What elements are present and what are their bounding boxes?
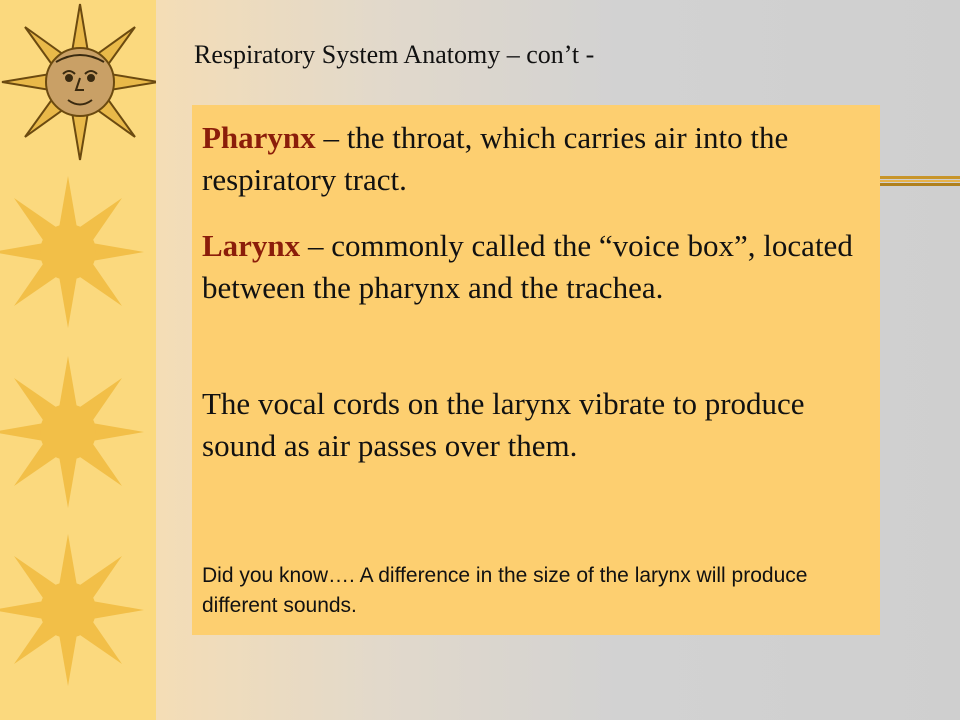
slide-title: Respiratory System Anatomy – con’t - <box>194 40 595 69</box>
did-you-know-note: Did you know…. A difference in the size of the larynx will produce different sounds. <box>202 564 808 617</box>
sun-icon <box>0 530 156 690</box>
sun-icon <box>0 172 156 332</box>
vocal-cords-paragraph <box>202 383 872 467</box>
larynx-paragraph <box>202 225 872 309</box>
pharynx-definition: – the throat, which carries air into the respiratory tract. <box>202 120 789 197</box>
decorative-rule-right <box>880 176 960 186</box>
sun-icon <box>0 352 156 512</box>
vocal-cords-text: The vocal cords on the larynx vibrate to produce sound as air passes over them. <box>202 386 805 463</box>
larynx-definition: – commonly called the “voice box”, located between the pharynx and the trachea. <box>202 228 853 305</box>
term-larynx: Larynx <box>202 228 301 263</box>
sun-face-icon <box>0 0 156 165</box>
term-pharynx: Pharynx <box>202 120 316 155</box>
content-panel <box>192 105 880 635</box>
pharynx-paragraph <box>202 117 872 201</box>
